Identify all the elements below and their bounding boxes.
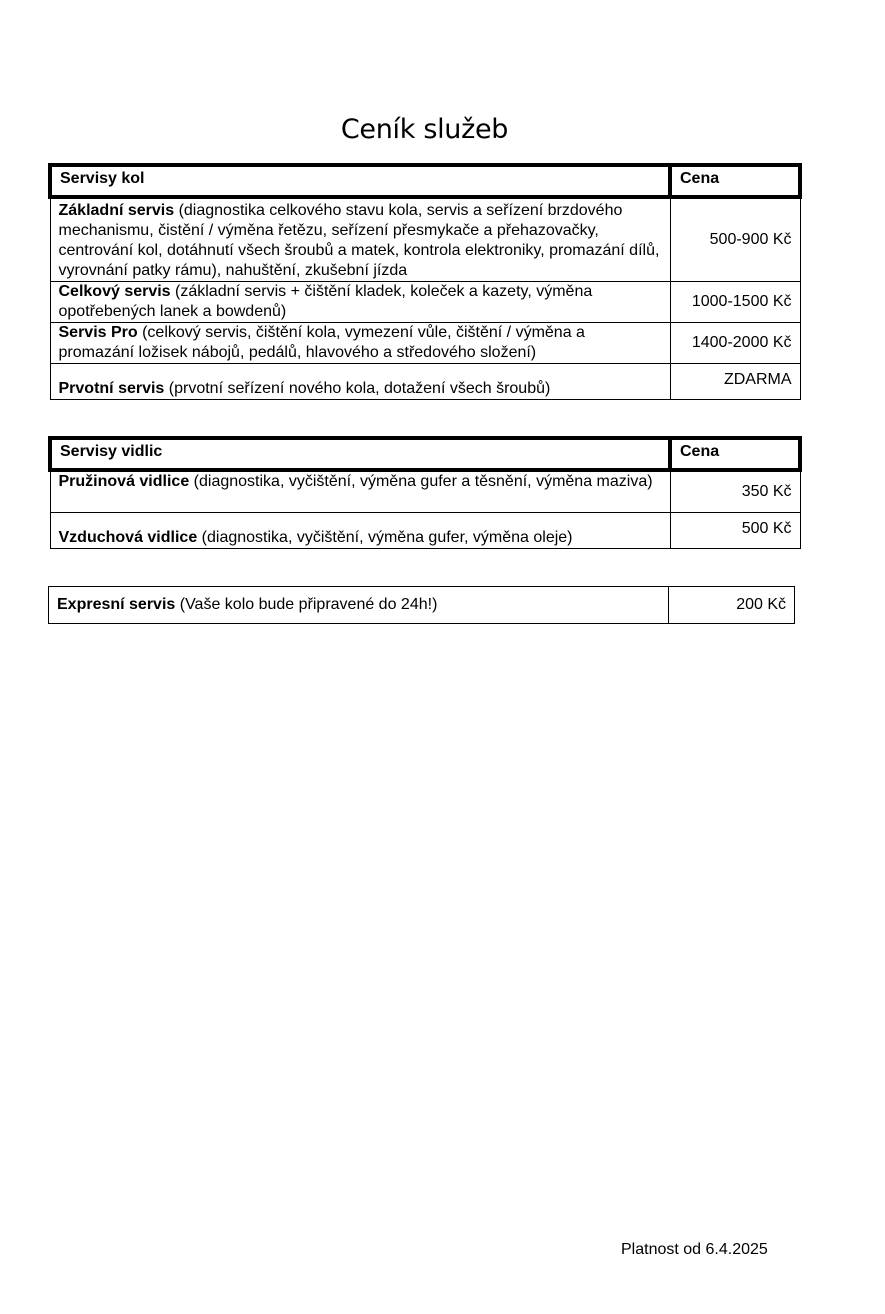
table-row: [50, 364, 800, 400]
table-row: [50, 282, 800, 323]
service-price: 500 Kč: [670, 512, 800, 548]
bike-services-header: Servisy kol: [50, 165, 670, 197]
service-details: (základní servis + čištění kladek, koleček a kazety, výměna opotřebených lanek a bowdenů): [58, 283, 593, 320]
fork-services-table: [48, 436, 802, 549]
service-details: (diagnostika, vyčištění, výměna gufer a těsnění, výměna maziva): [189, 473, 653, 490]
service-details: (diagnostika celkového stavu kola, servis a seřízení brzdového mechanismu, čistění / výměna řetězu, seřízení přesmykače a přehazovačky, centrování kol, dotáhnutí všech šroubů a matek, kontrola elektroniky, promazání dílů, vyrovnání patky rámu), nahuštění, zkušební jízda: [58, 202, 660, 279]
bike-services-header-row: [50, 165, 800, 197]
service-details: (diagnostika, vyčištění, výměna gufer, výměna oleje): [197, 528, 573, 546]
service-price: 500-900 Kč: [670, 197, 800, 282]
table-row: [50, 197, 800, 282]
service-price: 1000-1500 Kč: [670, 282, 800, 323]
service-name: Základní servis: [58, 202, 175, 219]
service-name: Celkový servis: [58, 283, 171, 300]
table-row: [50, 470, 800, 512]
service-details: (prvotní seřízení nového kola, dotažení všech šroubů): [164, 380, 551, 397]
table-row: [50, 323, 800, 364]
validity-note: Platnost od 6.4.2025: [621, 1241, 768, 1258]
service-price: 200 Kč: [669, 587, 795, 624]
table-row: [49, 587, 795, 624]
service-description: [50, 197, 670, 282]
service-description: [50, 470, 670, 512]
service-description: [50, 512, 670, 548]
service-price: 350 Kč: [670, 470, 800, 512]
express-service-table: [48, 586, 795, 624]
bike-services-table: [48, 163, 802, 400]
service-name: Servis Pro: [58, 324, 138, 341]
service-description: [50, 364, 670, 400]
page-title: Ceník služeb: [340, 114, 509, 145]
fork-services-header-row: [50, 438, 800, 470]
service-name: Prvotní servis: [58, 380, 165, 397]
service-price: ZDARMA: [670, 364, 800, 400]
service-description: [50, 323, 670, 364]
bike-price-header: Cena: [670, 165, 800, 197]
service-name: Vzduchová vidlice: [58, 528, 198, 546]
fork-price-header: Cena: [670, 438, 800, 470]
table-row: [50, 512, 800, 548]
service-details: (Vaše kolo bude připravené do 24h!): [175, 596, 438, 613]
service-name: Pružinová vidlice: [58, 473, 190, 490]
fork-services-header: Servisy vidlic: [50, 438, 670, 470]
service-name: Expresní servis: [57, 596, 176, 613]
service-details: (celkový servis, čištění kola, vymezení vůle, čištění / výměna a promazání ložisek nábojů, pedálů, hlavového a středového složení): [58, 324, 585, 361]
service-description: [50, 282, 670, 323]
service-description: [49, 587, 669, 624]
service-price: 1400-2000 Kč: [670, 323, 800, 364]
